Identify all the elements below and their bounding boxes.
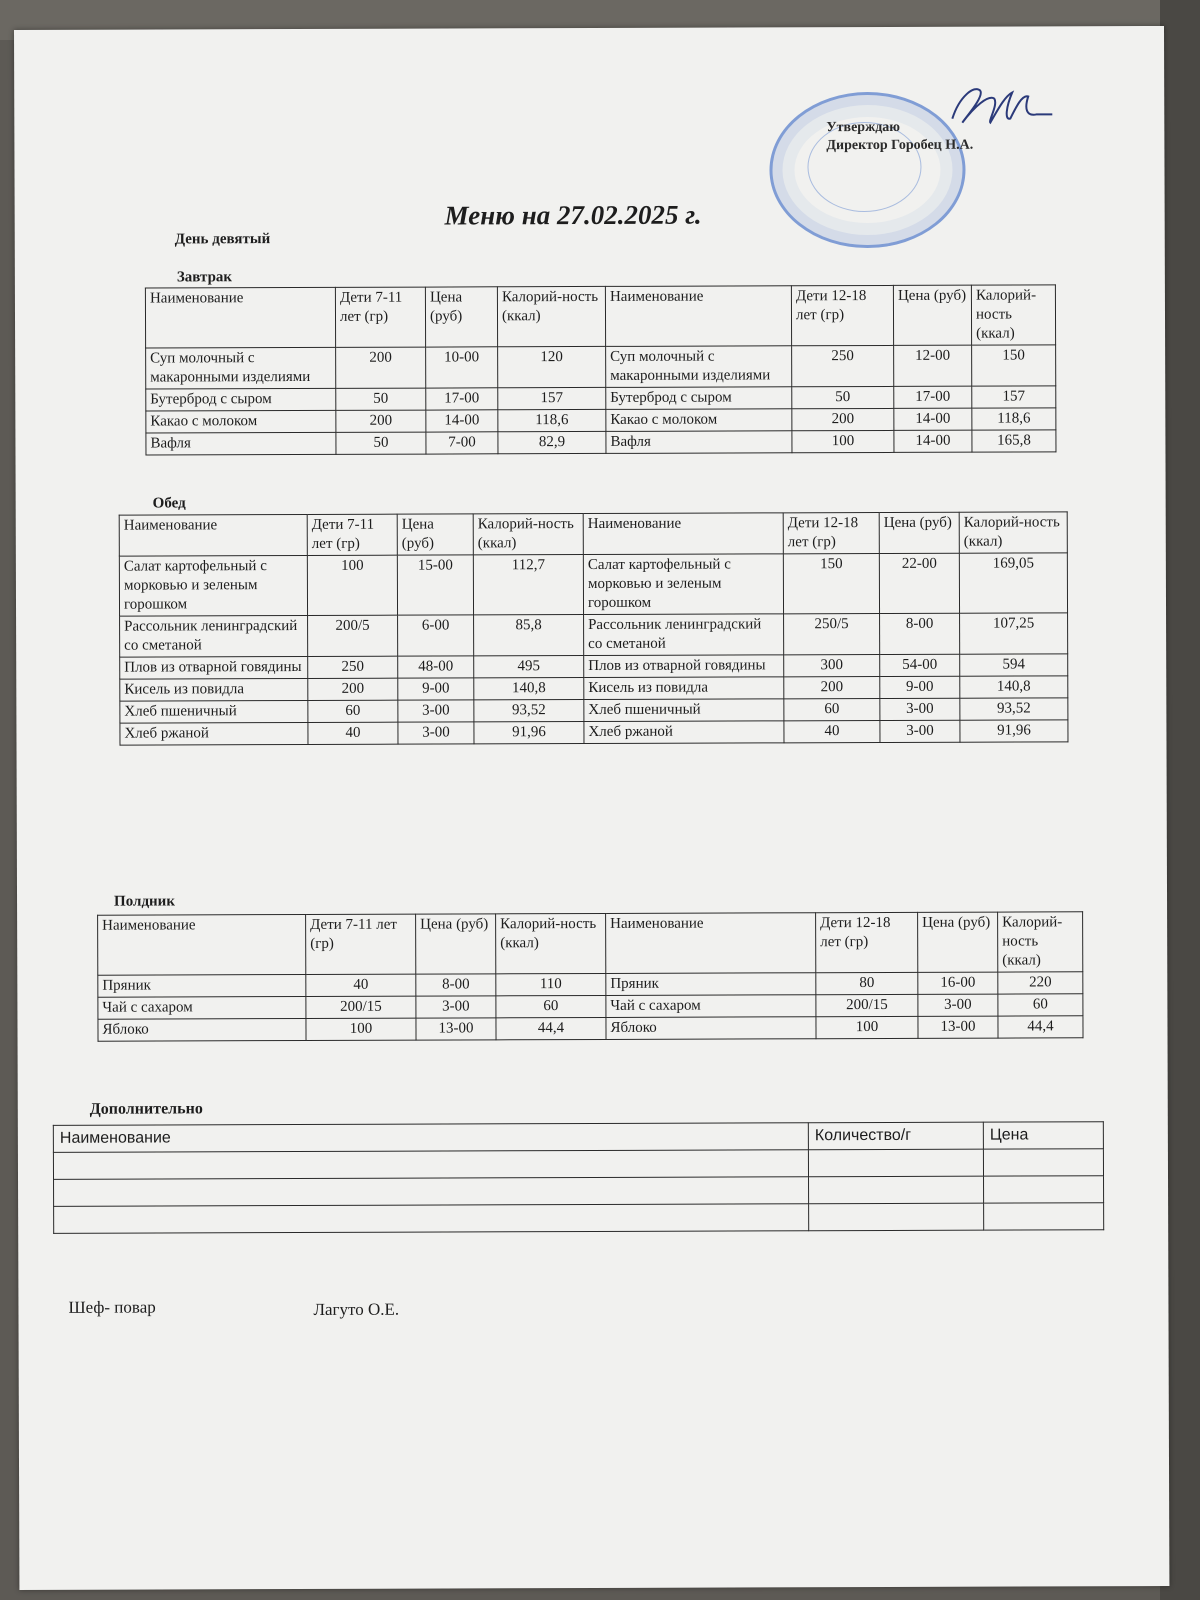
table-row <box>98 1016 1083 1041</box>
portion-old: 150 <box>783 553 879 613</box>
portion-old: 300 <box>784 654 880 676</box>
calories-young: 112,7 <box>473 555 583 615</box>
dish-name-old: Чай с сахаром <box>606 995 816 1018</box>
col-calories-a: Калорий-ность (ккал) <box>497 286 605 346</box>
col-age-young: Дети 7-11 лет (гр) <box>335 287 425 347</box>
col-age-young: Дети 7-11 лет (гр) <box>307 514 397 555</box>
calories-young: 157 <box>498 387 606 409</box>
page-title: Меню на 27.02.2025 г. <box>444 199 702 231</box>
table-row <box>146 386 1056 411</box>
portion-young: 50 <box>336 388 426 410</box>
col-age-old: Дети 12-18 лет (гр) <box>783 512 879 553</box>
calories-young: 93,52 <box>474 700 584 722</box>
dish-name-young: Рассольник ленинградский со сметаной <box>120 615 308 657</box>
portion-old: 80 <box>816 972 918 994</box>
calories-old: 165,8 <box>972 430 1056 452</box>
portion-young: 60 <box>308 700 398 722</box>
price-old: 54-00 <box>880 654 960 676</box>
portion-young: 40 <box>308 722 398 744</box>
menu-document <box>14 26 1169 1590</box>
calories-old: 220 <box>998 972 1083 994</box>
col-name-b: Наименование <box>605 286 791 347</box>
table-row <box>146 408 1056 433</box>
dish-name-young: Какао с молоком <box>146 410 336 433</box>
col-calories-b: Калорий-ность (ккал) <box>959 512 1067 553</box>
portion-young: 200 <box>308 678 398 700</box>
approval-line-2: Директор Горобец Н.А. <box>826 137 974 154</box>
breakfast-title: Завтрак <box>176 269 233 286</box>
col-calories-a: Калорий-ность (ккал) <box>496 913 606 973</box>
calories-young: 91,96 <box>474 722 584 744</box>
col-price-b: Цена (руб) <box>918 912 998 972</box>
calories-old: 60 <box>998 994 1083 1016</box>
col-price-a: Цена (руб) <box>416 914 496 974</box>
dish-name-young: Яблоко <box>98 1018 306 1041</box>
portion-old: 40 <box>784 720 880 742</box>
calories-young: 140,8 <box>474 678 584 700</box>
calories-old: 157 <box>972 386 1056 408</box>
dish-name-old: Вафля <box>606 431 792 454</box>
portion-old: 250/5 <box>784 613 880 654</box>
table-header-row <box>145 285 1055 348</box>
dish-name-old: Бутерброд с сыром <box>606 387 792 410</box>
price-old: 14-00 <box>894 430 972 452</box>
dish-name-young: Чай с сахаром <box>98 996 306 1019</box>
dish-name-young: Хлеб пшеничный <box>120 700 308 723</box>
col-age-old: Дети 12-18 лет (гр) <box>816 912 918 972</box>
lunch-rows <box>119 553 1068 745</box>
dish-name-old: Суп молочный с макаронными изделиями <box>606 346 792 388</box>
day-label: День девятый <box>174 231 271 248</box>
snack-title: Полдник <box>114 893 175 910</box>
price-old: 17-00 <box>894 386 972 408</box>
price-young: 7-00 <box>426 432 498 454</box>
approval-block <box>826 119 973 156</box>
calories-old: 169,05 <box>959 553 1067 613</box>
dish-name-old: Хлеб ржаной <box>584 721 784 744</box>
portion-young: 100 <box>306 1018 416 1040</box>
dish-name-old: Салат картофельный с морковью и зеленым горошком <box>583 554 783 615</box>
extra-empty-row <box>54 1203 1104 1234</box>
price-old: 22-00 <box>879 553 959 613</box>
calories-old: 93,52 <box>960 698 1068 720</box>
price-old: 13-00 <box>918 1016 998 1038</box>
portion-old: 200/15 <box>816 994 918 1016</box>
price-young: 17-00 <box>426 388 498 410</box>
extra-empty-row <box>53 1149 1103 1180</box>
dish-name-old: Яблоко <box>606 1017 816 1040</box>
portion-young: 250 <box>308 656 398 678</box>
price-young: 9-00 <box>398 678 474 700</box>
portion-young: 200/5 <box>308 615 398 656</box>
col-price-b: Цена (руб) <box>893 285 971 345</box>
portion-young: 100 <box>307 555 397 615</box>
price-old: 3-00 <box>880 720 960 742</box>
price-old: 16-00 <box>918 972 998 994</box>
portion-young: 40 <box>306 974 416 996</box>
calories-old: 150 <box>972 345 1056 386</box>
calories-young: 82,9 <box>498 431 606 453</box>
price-young: 3-00 <box>416 996 496 1018</box>
portion-old: 50 <box>792 386 894 408</box>
col-calories-b: Калорий-ность (ккал) <box>998 912 1083 972</box>
calories-young: 495 <box>474 656 584 678</box>
dish-name-young: Салат картофельный с морковью и зеленым горошком <box>119 555 307 616</box>
price-young: 6-00 <box>398 615 474 656</box>
dish-name-old: Рассольник ленинградский со сметаной <box>584 614 784 656</box>
price-young: 15-00 <box>397 555 473 615</box>
table-header-row <box>119 512 1067 556</box>
table-row <box>120 720 1068 745</box>
price-old: 12-00 <box>894 345 972 386</box>
calories-old: 140,8 <box>960 676 1068 698</box>
portion-young: 200 <box>336 410 426 432</box>
extra-header-row <box>53 1122 1103 1153</box>
table-header-row <box>98 912 1083 975</box>
extra-col-price: Цена <box>983 1122 1103 1149</box>
portion-old: 100 <box>816 1016 918 1038</box>
dish-name-young: Бутерброд с сыром <box>146 388 336 411</box>
calories-old: 118,6 <box>972 408 1056 430</box>
portion-old: 100 <box>792 430 894 452</box>
extra-col-name: Наименование <box>53 1123 808 1153</box>
price-young: 48-00 <box>398 656 474 678</box>
price-old: 9-00 <box>880 676 960 698</box>
calories-young: 118,6 <box>498 409 606 431</box>
chef-role: Шеф- повар <box>68 1297 156 1317</box>
table-row <box>146 430 1056 455</box>
calories-young: 120 <box>498 346 606 387</box>
table-row <box>120 613 1068 657</box>
portion-young: 200/15 <box>306 996 416 1018</box>
dish-name-old: Какао с молоком <box>606 409 792 432</box>
extra-table <box>53 1121 1104 1234</box>
price-old: 8-00 <box>880 613 960 654</box>
col-name-b: Наименование <box>606 913 816 974</box>
col-name-a: Наименование <box>145 287 335 348</box>
calories-old: 107,25 <box>960 613 1068 654</box>
col-calories-a: Калорий-ность (ккал) <box>473 514 583 555</box>
col-price-a: Цена (руб) <box>425 287 497 347</box>
dish-name-young: Вафля <box>146 432 336 455</box>
extra-col-qty: Количество/г <box>808 1122 983 1150</box>
snack-rows <box>98 972 1083 1041</box>
portion-old: 250 <box>792 345 894 386</box>
price-young: 14-00 <box>426 410 498 432</box>
dish-name-old: Пряник <box>606 973 816 996</box>
dish-name-young: Суп молочный с макаронными изделиями <box>146 347 336 389</box>
col-name-a: Наименование <box>98 914 306 975</box>
calories-young: 60 <box>496 995 606 1017</box>
dish-name-young: Пряник <box>98 974 306 997</box>
col-name-a: Наименование <box>119 514 307 556</box>
lunch-title: Обед <box>152 495 186 512</box>
price-old: 14-00 <box>894 408 972 430</box>
dish-name-old: Кисель из повидла <box>584 677 784 700</box>
calories-young: 110 <box>496 973 606 995</box>
dish-name-young: Кисель из повидла <box>120 678 308 701</box>
chef-name: Лагуто О.Е. <box>313 1299 400 1319</box>
price-old: 3-00 <box>918 994 998 1016</box>
breakfast-table <box>145 284 1057 455</box>
portion-old: 200 <box>784 676 880 698</box>
snack-table <box>97 911 1083 1041</box>
portion-old: 200 <box>792 408 894 430</box>
portion-young: 200 <box>336 347 426 388</box>
breakfast-rows <box>146 345 1056 455</box>
price-young: 13-00 <box>416 1018 496 1040</box>
col-calories-b: Калорий-ность (ккал) <box>971 285 1055 345</box>
col-price-b: Цена (руб) <box>879 512 959 553</box>
calories-old: 44,4 <box>998 1016 1083 1038</box>
col-age-old: Дети 12-18 лет (гр) <box>791 285 893 345</box>
calories-young: 44,4 <box>496 1017 606 1039</box>
portion-young: 50 <box>336 432 426 454</box>
calories-young: 85,8 <box>474 615 584 656</box>
portion-old: 60 <box>784 698 880 720</box>
dish-name-young: Плов из отварной говядины <box>120 656 308 679</box>
extra-title: Дополнительно <box>89 1100 203 1118</box>
calories-old: 594 <box>960 654 1068 676</box>
price-old: 3-00 <box>880 698 960 720</box>
approval-line-1: Утверждаю <box>826 119 901 136</box>
lunch-table <box>119 511 1069 745</box>
col-price-a: Цена (руб) <box>397 514 473 555</box>
dish-name-old: Хлеб пшеничный <box>584 699 784 722</box>
extra-empty-row <box>54 1176 1104 1207</box>
price-young: 8-00 <box>416 974 496 996</box>
dish-name-young: Хлеб ржаной <box>120 722 308 745</box>
price-young: 3-00 <box>398 700 474 722</box>
col-name-b: Наименование <box>583 513 783 555</box>
calories-old: 91,96 <box>960 720 1068 742</box>
dish-name-old: Плов из отварной говядины <box>584 655 784 678</box>
price-young: 3-00 <box>398 722 474 744</box>
price-young: 10-00 <box>426 347 498 388</box>
col-age-young: Дети 7-11 лет (гр) <box>306 914 416 974</box>
table-row <box>146 345 1056 389</box>
table-row <box>119 553 1067 616</box>
